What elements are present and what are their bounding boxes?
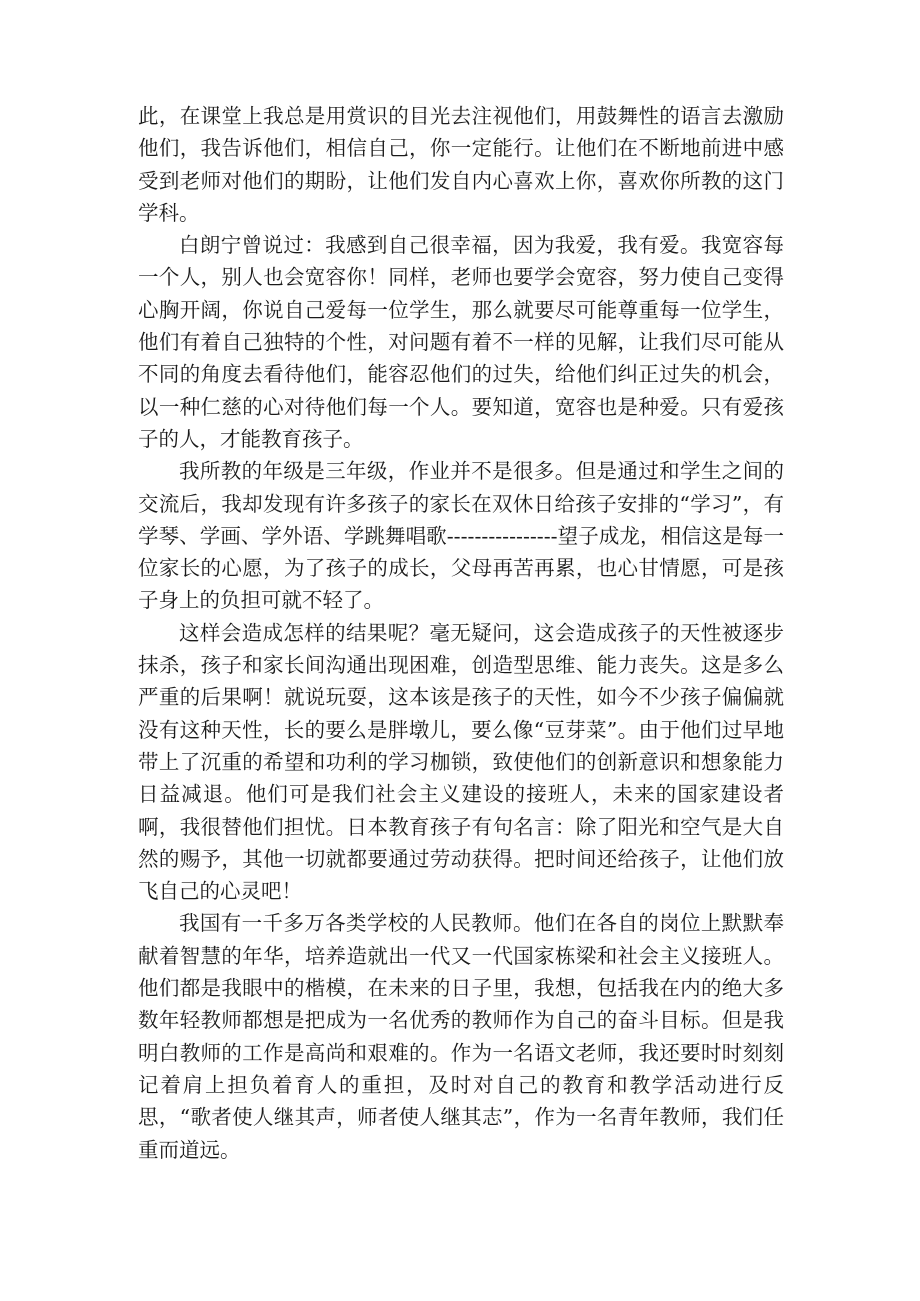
paragraph-teachers: 我国有一千多万各类学校的人民教师。他们在各自的岗位上默默奉献着智慧的年华，培养造就出一代又一代国家栋梁和社会主义接班人。他们都是我眼中的楷模，在未来的日子里，我想，包括我在内的绝大多数年轻教师都想是把成为一名优秀的教师作为自己的奋斗目标。但是我明白教师的工作是高尚和艰难的。作为一名语文老师，我还要时时刻刻记着肩上担负着育人的重担，及时对自己的教育和教学活动进行反思，“歌者使人继其声，师者使人继其志”，作为一名青年教师，我们任重而道远。 xyxy=(138,911,784,1162)
paragraph-consequences: 这样会造成怎样的结果呢？毫无疑问，这会造成孩子的天性被逐步抹杀，孩子和家长间沟通出现困难，创造型思维、能力丧失。这是多么严重的后果啊！就说玩耍，这本该是孩子的天性，如今不少孩子偏偏就没有这种天性，长的要么是胖墩儿，要么像“豆芽菜”。由于他们过早地带上了沉重的希望和功利的学习枷锁，致使他们的创新意识和想象能力日益减退。他们可是我们社会主义建设的接班人，未来的国家建设者啊，我很替他们担忧。日本教育孩子有句名言：除了阳光和空气是大自然的赐予，其他一切就都要通过劳动获得。把时间还给孩子，让他们放飞自己的心灵吧！ xyxy=(138,620,784,904)
paragraph-tolerance: 白朗宁曾说过：我感到自己很幸福，因为我爱，我有爱。我宽容每一个人，别人也会宽容你！同样，老师也要学会宽容，努力使自己变得心胸开阔，你说自己爱每一位学生，那么就要尽可能尊重每一位学生，他们有着自己独特的个性，对问题有着不一样的见解，让我们尽可能从不同的角度去看待他们，能容忍他们的过失，给他们纠正过失的机会，以一种仁慈的心对待他们每一个人。要知道，宽容也是种爱。只有爱孩子的人，才能教育孩子。 xyxy=(138,233,784,451)
paragraph-continuation: 此，在课堂上我总是用赏识的目光去注视他们，用鼓舞性的语言去激励他们，我告诉他们，相信自己，你一定能行。让他们在不断地前进中感受到老师对他们的期盼，让他们发自内心喜欢上你，喜欢你所教的这门学科。 xyxy=(138,104,784,225)
paragraph-homework: 我所教的年级是三年级，作业并不是很多。但是通过和学生之间的交流后，我却发现有许多孩子的家长在双休日给孩子安排的“学习”，有学琴、学画、学外语、学跳舞唱歌----------------望子成龙，相信这是每一位家长的心愿，为了孩子的成长，父母再苦再累，也心甘情愿，可是孩子身上的负担可就不轻了。 xyxy=(138,459,784,613)
document-body xyxy=(138,100,784,1166)
